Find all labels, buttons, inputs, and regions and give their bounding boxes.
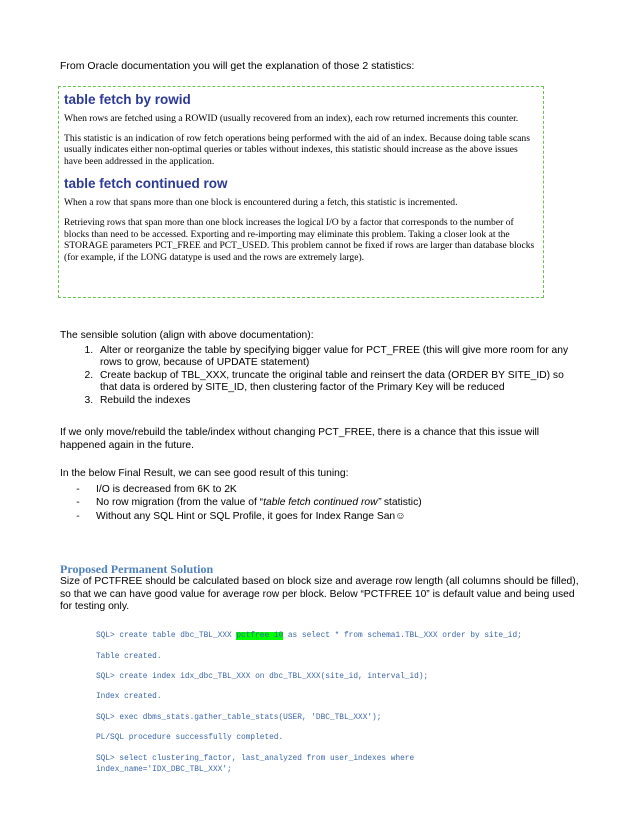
results-list [60, 483, 582, 524]
quote-paragraph-4: Retrieving rows that span more than one block increases the logical I/O by a factor that corresponds to the number of blocks than need to be accessed. Exporting and re-importing may eliminate this problem. Taking a closer look at the STORAGE parameters PCT_FREE and PCT_USED. This problem cannot be fixed if rows are larger than database blocks (for example, if the LONG datatype is used and the rows are extremely large). [64, 216, 535, 263]
code-line-plsql-completed: PL/SQL procedure successfully completed. [96, 734, 284, 742]
sensible-solution-section [60, 330, 582, 408]
proposed-solution-text: Size of PCTFREE should be calculated based on block size and average row length (all columns should be filled), so that we can have good value for average row per block. Below “PCTFREE 10” is default value and being used for testing only. [60, 576, 579, 613]
list-item: - Without any SQL Hint or SQL Profile, it goes for Index Range San☺ [76, 511, 406, 523]
list-item: - I/O is decreased from 6K to 2K [76, 483, 237, 495]
quote-paragraph-2: This statistic is an indication of row fetch operations being performed with the aid of an index. Because doing table scans usually indicates either non-optimal queries or tables without indexes, this statistic should increase as the above issues have been addressed in the application. [64, 132, 530, 167]
solution-steps-list [60, 345, 582, 408]
final-result-section [60, 468, 582, 524]
pctfree-warning-paragraph: If we only move/rebuild the table/index without changing PCT_FREE, there is a chance that this issue will happened again in the future. [60, 427, 540, 451]
list-item: 2. Create backup of TBL_XXX, truncate the original table and reinsert the data (ORDER BY SITE_ID) so that data is ordered by SITE_ID, then clustering factor of the Primary Key will be reduced [96, 370, 582, 395]
list-item: 1. Alter or reorganize the table by specifying bigger value for PCT_FREE (this will give more room for any rows to grow, because of UPDATE statement) [96, 345, 582, 370]
proposed-solution-heading: Proposed Permanent Solution [60, 562, 214, 576]
code-line-index-created: Index created. [96, 693, 162, 701]
code-line-create-index: SQL> create index idx_dbc_TBL_XXX on dbc_TBL_XXX(site_id, interval_id); [96, 673, 429, 681]
code-line-gather-stats: SQL> exec dbms_stats.gather_table_stats(USER, 'DBC_TBL_XXX'); [96, 714, 382, 722]
list-item: 3. Rebuild the indexes [96, 395, 582, 408]
final-result-lead: In the below Final Result, we can see good result of this tuning: [60, 468, 349, 479]
code-line-create-table: SQL> create table dbc_TBL_XXX pctfree 10 as select * from schema1.TBL_XXX order by site_id; [96, 632, 522, 640]
code-line-select-clustering: SQL> select clustering_factor, last_analyzed from user_indexes where [96, 755, 415, 763]
documentation-quote-box [58, 86, 544, 298]
sensible-solution-lead: The sensible solution (align with above documentation): [60, 330, 314, 341]
heading-table-fetch-continued-row: table fetch continued row [64, 176, 228, 192]
list-item: - No row migration (from the value of “table fetch continued row” statistic) [76, 497, 422, 509]
quote-paragraph-3: When a row that spans more than one block is encountered during a fetch, this statistic is incremented. [64, 197, 458, 209]
code-line-index-name: index_name='IDX_DBC_TBL_XXX'; [96, 766, 232, 774]
intro-text: From Oracle documentation you will get the explanation of those 2 statistics: [60, 60, 415, 72]
heading-table-fetch-by-rowid: table fetch by rowid [64, 92, 191, 107]
quote-paragraph-1: When rows are fetched using a ROWID (usually recovered from an index), each row returned increments this counter. [64, 113, 519, 124]
highlighted-pctfree: pctfree 10 [236, 632, 284, 640]
code-line-table-created: Table created. [96, 653, 162, 661]
